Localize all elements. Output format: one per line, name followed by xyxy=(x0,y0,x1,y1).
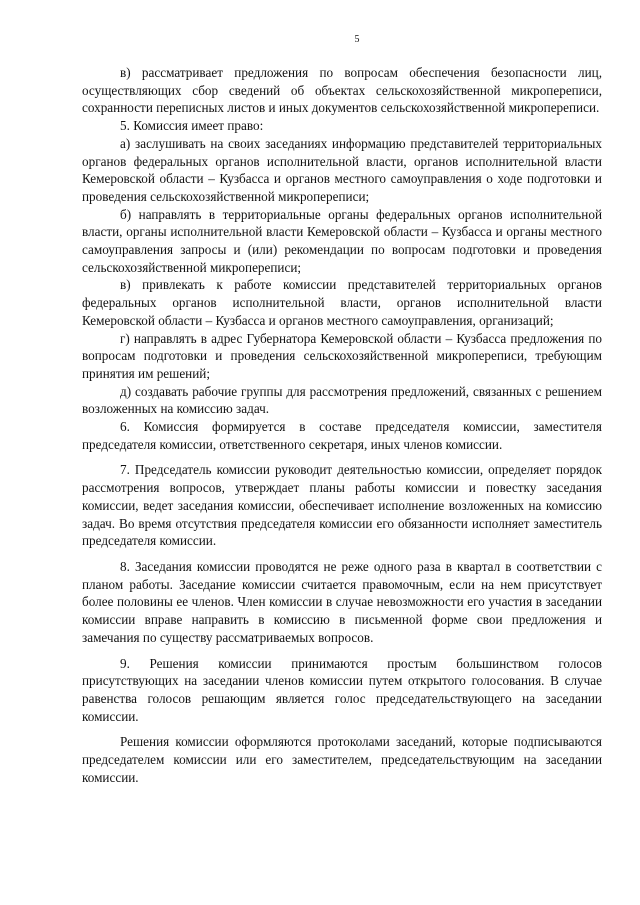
document-page xyxy=(82,34,602,786)
paragraph-v-security: в) рассматривает предложения по вопросам обеспечения безопасности лиц, осуществляющих сбор сведений об объектах сельскохозяйственной микропереписи, сохранности переписных листов и иных документов сельскохозяйственной микропереписи. xyxy=(82,65,602,116)
paragraph-d-working-groups: д) создавать рабочие группы для рассмотрения предложений, связанных с решением возложенных на комиссию задач. xyxy=(82,383,602,417)
paragraph-b-requests: б) направлять в территориальные органы федеральных органов исполнительной власти, органы исполнительной власти Кемеровской области – Кузбасса и органы местного самоуправления запросы и (или) рекомендации по вопросам подготовки и проведения сельскохозяйственной микропереписи; xyxy=(82,206,602,275)
paragraph-7-chairman: 7. Председатель комиссии руководит деятельностью комиссии, определяет порядок рассмотрения вопросов, утверждает планы работы комиссии и повестку заседания комиссии, ведет заседания комиссии, обеспечивает исполнение возложенных на комиссию задач. Во время отсутствия председателя комиссии его обязанности исполняет заместитель председателя комиссии. xyxy=(82,462,602,549)
paragraph-a-hear: а) заслушивать на своих заседаниях информацию представителей территориальных органов федеральных органов исполнительной власти, органов исполнительной власти Кемеровской области – Кузбасса и органов местного самоуправления о ходе подготовки и проведения сельскохозяйственной микропереписи; xyxy=(82,135,602,204)
paragraph-v-involve: в) привлекать к работе комиссии представителей территориальных органов федеральных органов исполнительной власти, органов исполнительной власти Кемеровской области – Кузбасса и органов местного самоуправления, организаций; xyxy=(82,277,602,328)
paragraph-9-decisions: 9. Решения комиссии принимаются простым большинством голосов присутствующих на заседании членов комиссии путем открытого голосования. В случае равенства голосов решающим является голос председательствующего на заседании комиссии. xyxy=(82,655,602,724)
paragraph-protocols: Решения комиссии оформляются протоколами заседаний, которые подписываются председателем комиссии или его заместителем, председательствующим на заседании комиссии. xyxy=(82,734,602,785)
paragraph-8-meetings: 8. Заседания комиссии проводятся не реже одного раза в квартал в соответствии с планом работы. Заседание комиссии считается правомочным, если на нем присутствует более половины ее членов. Член комиссии в случае невозможности его участия в заседании комиссии вправе направить в комиссию в письменной форме свои предложения и замечания по существу рассматриваемых вопросов. xyxy=(82,558,602,645)
paragraph-g-governor: г) направлять в адрес Губернатора Кемеровской области – Кузбасса предложения по вопросам подготовки и проведения сельскохозяйственной микропереписи, требующим принятия им решений; xyxy=(82,330,602,381)
paragraph-5-rights: 5. Комиссия имеет право: xyxy=(120,118,264,134)
paragraph-6-composition: 6. Комиссия формируется в составе председателя комиссии, заместителя председателя комиссии, ответственного секретаря, иных членов комиссии. xyxy=(82,419,602,452)
page-number: 5 xyxy=(354,34,360,45)
